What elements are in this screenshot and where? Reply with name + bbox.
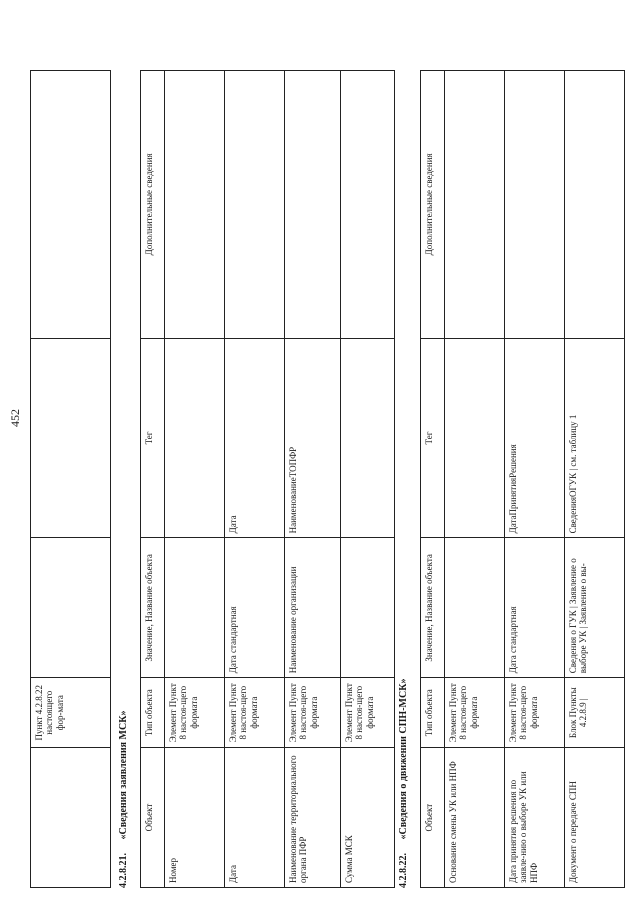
table-cell: Элемент Пункт 8 настоя-щего формата (505, 678, 565, 748)
column-header: Объект (421, 748, 445, 888)
table-row (565, 71, 625, 888)
page-number: 452 (8, 409, 22, 427)
table-cell (31, 748, 111, 888)
table-cell: Наименование территориального органа ПФР (285, 748, 341, 888)
column-header: Значение, Название объекта (141, 538, 165, 678)
table-cell (445, 71, 505, 339)
table-cell: Сумма МСК (341, 748, 395, 888)
table-cell: Сведения о ГУК | Заявление о выборе УК | Заявление о вы- (565, 538, 625, 678)
column-header: Дополнительные сведения (421, 71, 445, 339)
table-cell (31, 71, 111, 339)
section-number: 4.2.8.22. (398, 853, 409, 888)
section-number: 4.2.8.21. (118, 853, 129, 888)
table-cell (225, 71, 285, 339)
table-cell: Блок Пункты 4.2.8.9 | (565, 678, 625, 748)
column-header: Тег (421, 338, 445, 538)
table-cell: Элемент Пункт 8 настоя-щего формата (341, 678, 395, 748)
table-cell: Документ о передаче СПН (565, 748, 625, 888)
table-cell (565, 71, 625, 339)
table-cell (341, 71, 395, 339)
table-cell (341, 338, 395, 538)
section-heading (398, 679, 409, 888)
continuation-table (30, 70, 111, 888)
table-cell: Элемент Пункт 8 настоя-щего формата (445, 678, 505, 748)
table-row (505, 71, 565, 888)
column-header: Объект (141, 748, 165, 888)
column-header: Тип объекта (421, 678, 445, 748)
table-row (31, 71, 111, 888)
table-cell: ДатаПринятияРешения (505, 338, 565, 538)
spn-msk-movement-table (420, 70, 625, 888)
section-title: «Сведения о движении СПН-МСК» (398, 678, 409, 840)
section-title: «Сведения заявления МСК» (118, 710, 129, 840)
table-cell: Дата (225, 338, 285, 538)
table-cell: Дата (225, 748, 285, 888)
column-header: Дополнительные сведения (141, 71, 165, 339)
table-cell (341, 538, 395, 678)
table-cell (165, 71, 225, 339)
table-cell (285, 71, 341, 339)
table-cell: Дата стандартная (225, 538, 285, 678)
table-cell: Дата стандартная (505, 538, 565, 678)
section-heading (118, 711, 129, 888)
table-cell (445, 538, 505, 678)
table-row (225, 71, 285, 888)
table-cell: СведенияОГУК | см. таблицу 1 (565, 338, 625, 538)
table-cell: Основание смены УК или НПФ (445, 748, 505, 888)
table-cell: Дата принятия решения по заявле-нию о выборе УК или НПФ (505, 748, 565, 888)
table-cell (165, 538, 225, 678)
table-row (341, 71, 395, 888)
table-cell (165, 338, 225, 538)
column-header: Значение, Название объекта (421, 538, 445, 678)
table-cell: Пункт 4.2.8.22 настоящего фор-мата (31, 678, 111, 748)
msk-application-table (140, 70, 395, 888)
table-header-row (141, 71, 165, 888)
table-cell: НаименованиеТОПФР (285, 338, 341, 538)
table-header-row (421, 71, 445, 888)
table-row (445, 71, 505, 888)
table-cell: Номер (165, 748, 225, 888)
table-cell (31, 538, 111, 678)
table-row (165, 71, 225, 888)
column-header: Тег (141, 338, 165, 538)
table-cell (445, 338, 505, 538)
table-cell: Наименование организации (285, 538, 341, 678)
column-header: Тип объекта (141, 678, 165, 748)
table-cell: Элемент Пункт 8 настоя-щего формата (225, 678, 285, 748)
table-cell: Элемент Пункт 8 настоя-щего формата (165, 678, 225, 748)
table-cell (505, 71, 565, 339)
table-row (285, 71, 341, 888)
table-cell (31, 338, 111, 538)
table-cell: Элемент Пункт 8 настоя-щего формата (285, 678, 341, 748)
